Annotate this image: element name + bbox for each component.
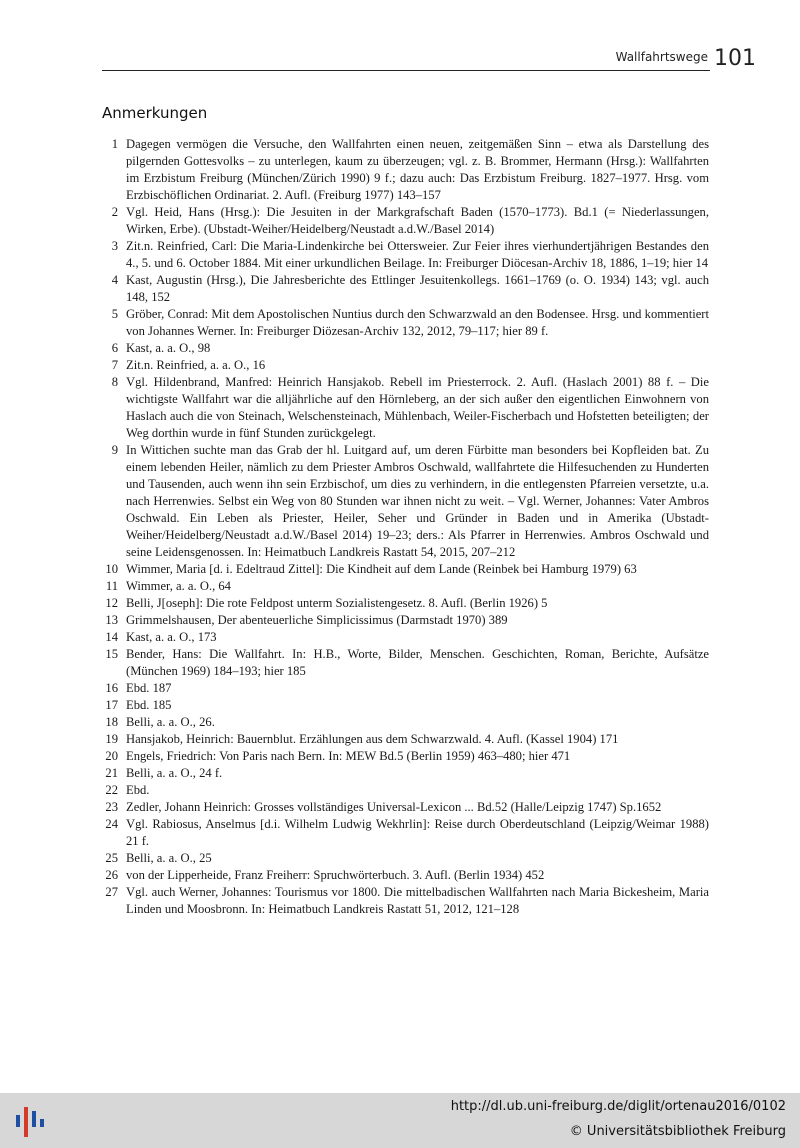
note-item [102, 238, 709, 272]
note-number: 3 [111, 239, 118, 253]
logo-bar [16, 1115, 20, 1127]
note-number: 15 [105, 647, 118, 661]
note-text: Zedler, Johann Heinrich: Grosses vollständiges Universal-Lexicon ... Bd.52 (Halle/Leipzig 1747) Sp.1652 [126, 800, 662, 814]
note-text: Engels, Friedrich: Von Paris nach Bern. In: MEW Bd.5 (Berlin 1959) 463–480; hier 471 [126, 749, 571, 763]
note-number: 4 [111, 273, 118, 287]
note-number: 7 [111, 358, 118, 372]
note-text: Vgl. auch Werner, Johannes: Tourismus vor 1800. Die mittelbadischen Wallfahrten nach Maria Bickesheim, Maria Linden und Moosbronn. In: Heimatbuch Landkreis Rastatt 51, 2012, 121–128 [126, 885, 709, 916]
note-number: 20 [105, 749, 118, 763]
copyright-text: © Universitätsbibliothek Freiburg [569, 1124, 786, 1139]
note-number: 11 [105, 579, 118, 593]
note-item [102, 136, 709, 204]
note-item [102, 748, 709, 765]
note-item [102, 731, 709, 748]
note-number: 24 [105, 817, 118, 831]
note-number: 12 [105, 596, 118, 610]
note-text: Vgl. Heid, Hans (Hrsg.): Die Jesuiten in der Markgrafschaft Baden (1570–1773). Bd.1 (= Niederlassungen, Wirken, Erbe). (Ubstadt-Weiher/Heidelberg/Neustadt a.d.W./Basel 2014) [126, 205, 709, 236]
note-text: Hansjakob, Heinrich: Bauernblut. Erzählungen aus dem Schwarzwald. 4. Aufl. (Kassel 1904) 171 [126, 732, 619, 746]
note-number: 17 [105, 698, 118, 712]
note-item [102, 884, 709, 918]
note-number: 8 [111, 375, 118, 389]
note-item [102, 697, 709, 714]
note-number: 26 [105, 868, 118, 882]
note-number: 14 [105, 630, 118, 644]
library-logo-icon [10, 1101, 52, 1141]
note-number: 23 [105, 800, 118, 814]
note-text: Belli, a. a. O., 24 f. [126, 766, 223, 780]
note-item [102, 340, 709, 357]
header-rule [102, 70, 710, 71]
note-number: 13 [105, 613, 118, 627]
note-item [102, 867, 709, 884]
note-item [102, 595, 709, 612]
note-text: Ebd. 185 [126, 698, 172, 712]
note-number: 10 [105, 562, 118, 576]
running-title: Wallfahrtswege [615, 50, 708, 64]
note-item [102, 272, 709, 306]
note-text: Bender, Hans: Die Wallfahrt. In: H.B., Worte, Bilder, Menschen. Geschichten, Roman, Berichte, Aufsätze (München 1969) 184–193; hier 185 [126, 647, 709, 678]
note-text: Grimmelshausen, Der abenteuerliche Simplicissimus (Darmstadt 1970) 389 [126, 613, 508, 627]
note-text: Wimmer, a. a. O., 64 [126, 579, 231, 593]
note-text: Belli, J[oseph]: Die rote Feldpost unterm Sozialistengesetz. 8. Aufl. (Berlin 1926) 5 [126, 596, 548, 610]
note-item [102, 442, 709, 561]
note-item [102, 629, 709, 646]
note-text: Dagegen vermögen die Versuche, den Wallfahrten einen neuen, zeitgemäßen Sinn – etwa als Darstellung des pilgernden Gottesvolks – zu unterlegen, kaum zu überzeugen; vgl. z. B. Brommer, Hermann (Hrsg.): Wallfahrten im Erzbistum Freiburg (München/Zürich 1990) 9 f.; dazu auch: Das Erzbistum Freiburg. 1827–1977. Hrsg. vom Erzbischöflichen Ordinariat. 2. Aufl. (Freiburg 1977) 143–157 [126, 137, 709, 202]
note-text: Kast, a. a. O., 173 [126, 630, 217, 644]
note-text: Belli, a. a. O., 25 [126, 851, 212, 865]
page-number: 101 [714, 46, 756, 71]
note-item [102, 306, 709, 340]
note-text: Zit.n. Reinfried, a. a. O., 16 [126, 358, 266, 372]
note-item [102, 850, 709, 867]
note-item [102, 799, 709, 816]
note-number: 1 [111, 137, 118, 151]
note-item [102, 357, 709, 374]
note-number: 18 [105, 715, 118, 729]
note-text: Belli, a. a. O., 26. [126, 715, 215, 729]
note-text: Wimmer, Maria [d. i. Edeltraud Zittel]: Die Kindheit auf dem Lande (Reinbek bei Hamburg 1979) 63 [126, 562, 637, 576]
note-item [102, 782, 709, 799]
note-number: 27 [105, 885, 118, 899]
note-text: Gröber, Conrad: Mit dem Apostolischen Nuntius durch den Schwarzwald an den Bodensee. Hrsg. und kommentiert von Johannes Werner. In: Freiburger Diözesan-Archiv 132, 2012, 79–117; hier 89 f. [126, 307, 709, 338]
note-text: Ebd. 187 [126, 681, 172, 695]
note-text: Kast, a. a. O., 98 [126, 341, 211, 355]
note-number: 9 [111, 443, 118, 457]
note-item [102, 646, 709, 680]
note-item [102, 374, 709, 442]
note-text: In Wittichen suchte man das Grab der hl. Luitgard auf, um deren Fürbitte man besonders bei Kopfleiden bat. Zu einem lebenden Heiler, nämlich zu dem Priester Ambros Oschwald, wallfahrtete die Hilfesuchenden zu Hunderten und Tausenden, auch wenn ihn sein Erzbischof, um dies zu verhindern, in die entlegensten Pfarreien versetzte, u.a. nach Herrenwies. Selbst ein Weg von 80 Stunden war ihnen nicht zu weit. – Vgl. Werner, Johannes: Vater Ambros Oschwald. Ein Leben als Priester, Heiler, Seher und Gründer in Baden und in Amerika (Ubstadt-Weiher/Heidelberg/Neustadt a.d.W./Basel 2014) 19–23; ders.: Als Pfarrer in Herrenwies. Ambros Oschwald und seine Leidensgenossen. In: Heimatbuch Landkreis Rastatt 54, 2015, 207–212 [126, 443, 709, 559]
note-item [102, 561, 709, 578]
note-number: 22 [105, 783, 118, 797]
note-text: Kast, Augustin (Hrsg.), Die Jahresberichte des Ettlinger Jesuitenkollegs. 1661–1769 (o. O. 1934) 143; vgl. auch 148, 152 [126, 273, 709, 304]
note-number: 2 [111, 205, 118, 219]
note-number: 19 [105, 732, 118, 746]
notes-list [102, 136, 709, 918]
note-item [102, 612, 709, 629]
note-number: 5 [111, 307, 118, 321]
note-number: 25 [105, 851, 118, 865]
note-text: Ebd. [126, 783, 150, 797]
note-item [102, 578, 709, 595]
logo-bar [32, 1111, 36, 1127]
note-item [102, 816, 709, 850]
source-url-link[interactable]: http://dl.ub.uni-freiburg.de/diglit/ortenau2016/0102 [450, 1099, 786, 1114]
note-item [102, 204, 709, 238]
note-text: von der Lipperheide, Franz Freiherr: Spruchwörterbuch. 3. Aufl. (Berlin 1934) 452 [126, 868, 545, 882]
note-text: Vgl. Hildenbrand, Manfred: Heinrich Hansjakob. Rebell im Priesterrock. 2. Aufl. (Haslach 2001) 88 f. – Die wichtigste Wallfahrt war die alljährliche auf den Hörnleberg, an der sich außer den eigentlichen Einwohnern von Haslach auch die von Steinach, Welschensteinach, Mühlenbach, Weiler-Fischerbach und Hofstetten beteiligten; der Weg dorthin wurde in fünf Stunden zurückgelegt. [126, 375, 709, 440]
note-item [102, 765, 709, 782]
footer-bar [0, 1093, 800, 1148]
note-text: Zit.n. Reinfried, Carl: Die Maria-Lindenkirche bei Ottersweier. Zur Feier ihres vierhundertjährigen Bestandes den 4., 5. und 6. October 1884. Mit einer urkundlichen Beilage. In: Freiburger Diöcesan-Archiv 18, 1886, 1–19; hier 14 [126, 239, 709, 270]
logo-bar [40, 1119, 44, 1127]
note-number: 16 [105, 681, 118, 695]
note-text: Vgl. Rabiosus, Anselmus [d.i. Wilhelm Ludwig Wekhrlin]: Reise durch Oberdeutschland (Leipzig/Weimar 1988) 21 f. [126, 817, 709, 848]
logo-bar [24, 1107, 28, 1137]
note-number: 21 [105, 766, 118, 780]
section-title: Anmerkungen [102, 104, 208, 122]
note-item [102, 714, 709, 731]
note-number: 6 [111, 341, 118, 355]
note-item [102, 680, 709, 697]
